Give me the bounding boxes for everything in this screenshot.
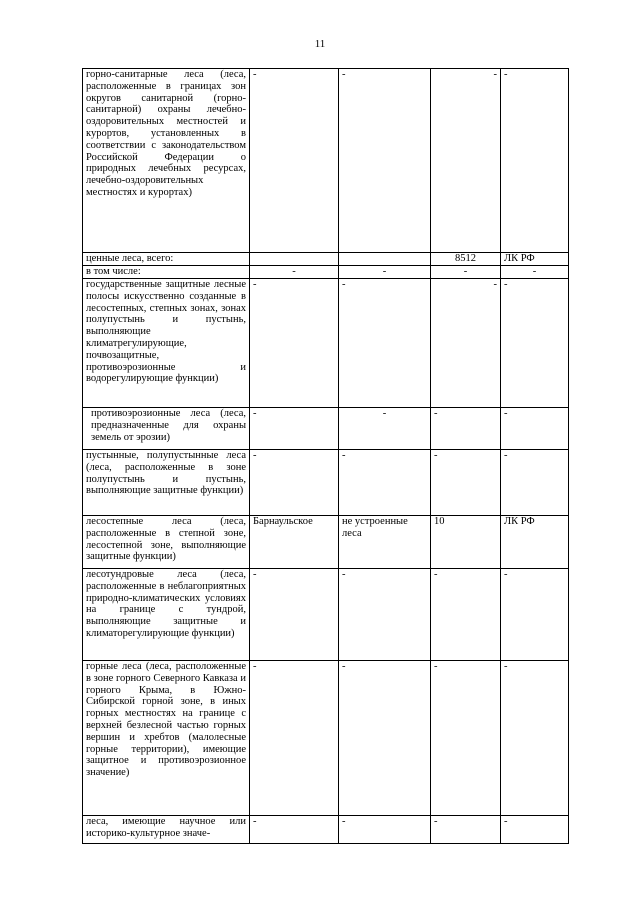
category-cell: противоэрозионные леса (леса, предназначенные для охраны земель от эрозии) (83, 408, 250, 450)
basis-cell: - (501, 408, 569, 450)
category-cell: леса, имеющие научное или историко-культурное значе- (83, 816, 250, 844)
category-cell: ценные леса, всего: (83, 253, 250, 266)
forestry-cell: - (250, 569, 339, 661)
area-cell: - (431, 279, 501, 408)
district-cell: - (339, 569, 431, 661)
forestry-cell: - (250, 816, 339, 844)
district-cell: - (339, 408, 431, 450)
forest-categories-table (82, 68, 569, 844)
basis-cell: ЛК РФ (501, 516, 569, 569)
district-cell (339, 253, 431, 266)
table-row (83, 661, 569, 816)
district-cell: - (339, 266, 431, 279)
page-number: 11 (314, 38, 326, 50)
forestry-cell: - (250, 661, 339, 816)
table-row (83, 279, 569, 408)
district-cell: - (339, 279, 431, 408)
table-row (83, 816, 569, 844)
district-cell: не устроенные леса (339, 516, 431, 569)
category-cell: в том числе: (83, 266, 250, 279)
area-cell: - (431, 266, 501, 279)
area-cell: - (431, 661, 501, 816)
table-row (83, 408, 569, 450)
table-row (83, 266, 569, 279)
area-cell: 8512 (431, 253, 501, 266)
forestry-cell: - (250, 450, 339, 516)
table-row (83, 516, 569, 569)
area-cell: - (431, 816, 501, 844)
area-cell: - (431, 450, 501, 516)
table-row (83, 569, 569, 661)
area-cell: - (431, 69, 501, 253)
district-cell: - (339, 450, 431, 516)
table-row (83, 253, 569, 266)
basis-cell: - (501, 450, 569, 516)
forestry-cell: - (250, 69, 339, 253)
basis-cell: - (501, 569, 569, 661)
category-cell: горно-санитарные леса (леса, расположенные в границах зон округов санитарной (горно-санитарной) охраны лечебно-оздоровительных местностей и курортов, установленных в соответствии с законодательством Российской Федерации о природных лечебных ресурсах, лечебно-оздоровительных местностях и курортах) (83, 69, 250, 253)
category-cell: лесотундровые леса (леса, расположенные в неблагоприятных природно-климатических условиях на границе с тундрой, выполняющие защитные и климаторегулирующие функции) (83, 569, 250, 661)
forestry-cell: - (250, 266, 339, 279)
basis-cell: ЛК РФ (501, 253, 569, 266)
basis-cell: - (501, 69, 569, 253)
area-cell: 10 (431, 516, 501, 569)
basis-cell: - (501, 279, 569, 408)
category-cell: государственные защитные лесные полосы искусственно созданные в лесостепных, степных зонах, зонах полупустынь и пустынь, выполняющие климатрегулирующие, почвозащитные, противоэрозионные и водорегулирующие функции) (83, 279, 250, 408)
district-cell: - (339, 661, 431, 816)
forestry-cell: - (250, 279, 339, 408)
category-cell: пустынные, полупустынные леса (леса, расположенные в зоне полупустынь и пустынь, выполняющие защитные функции) (83, 450, 250, 516)
forestry-cell: Барнаульское (250, 516, 339, 569)
table-row (83, 450, 569, 516)
basis-cell: - (501, 661, 569, 816)
forestry-cell (250, 253, 339, 266)
category-cell: лесостепные леса (леса, расположенные в степной зоне, лесостепной зоне, выполняющие защитные функции) (83, 516, 250, 569)
basis-cell: - (501, 816, 569, 844)
category-cell: горные леса (леса, расположенные в зоне горного Северного Кавказа и горного Крыма, в Южно-Сибирской горной зоне, в иных горных местностях на границе с верхней безлесной частью горных вершин и хребтов (малолесные горные территории), имеющие защитное и противоэрозионное значение) (83, 661, 250, 816)
area-cell: - (431, 569, 501, 661)
basis-cell: - (501, 266, 569, 279)
forestry-cell: - (250, 408, 339, 450)
district-cell: - (339, 69, 431, 253)
table-row (83, 69, 569, 253)
area-cell: - (431, 408, 501, 450)
district-cell: - (339, 816, 431, 844)
